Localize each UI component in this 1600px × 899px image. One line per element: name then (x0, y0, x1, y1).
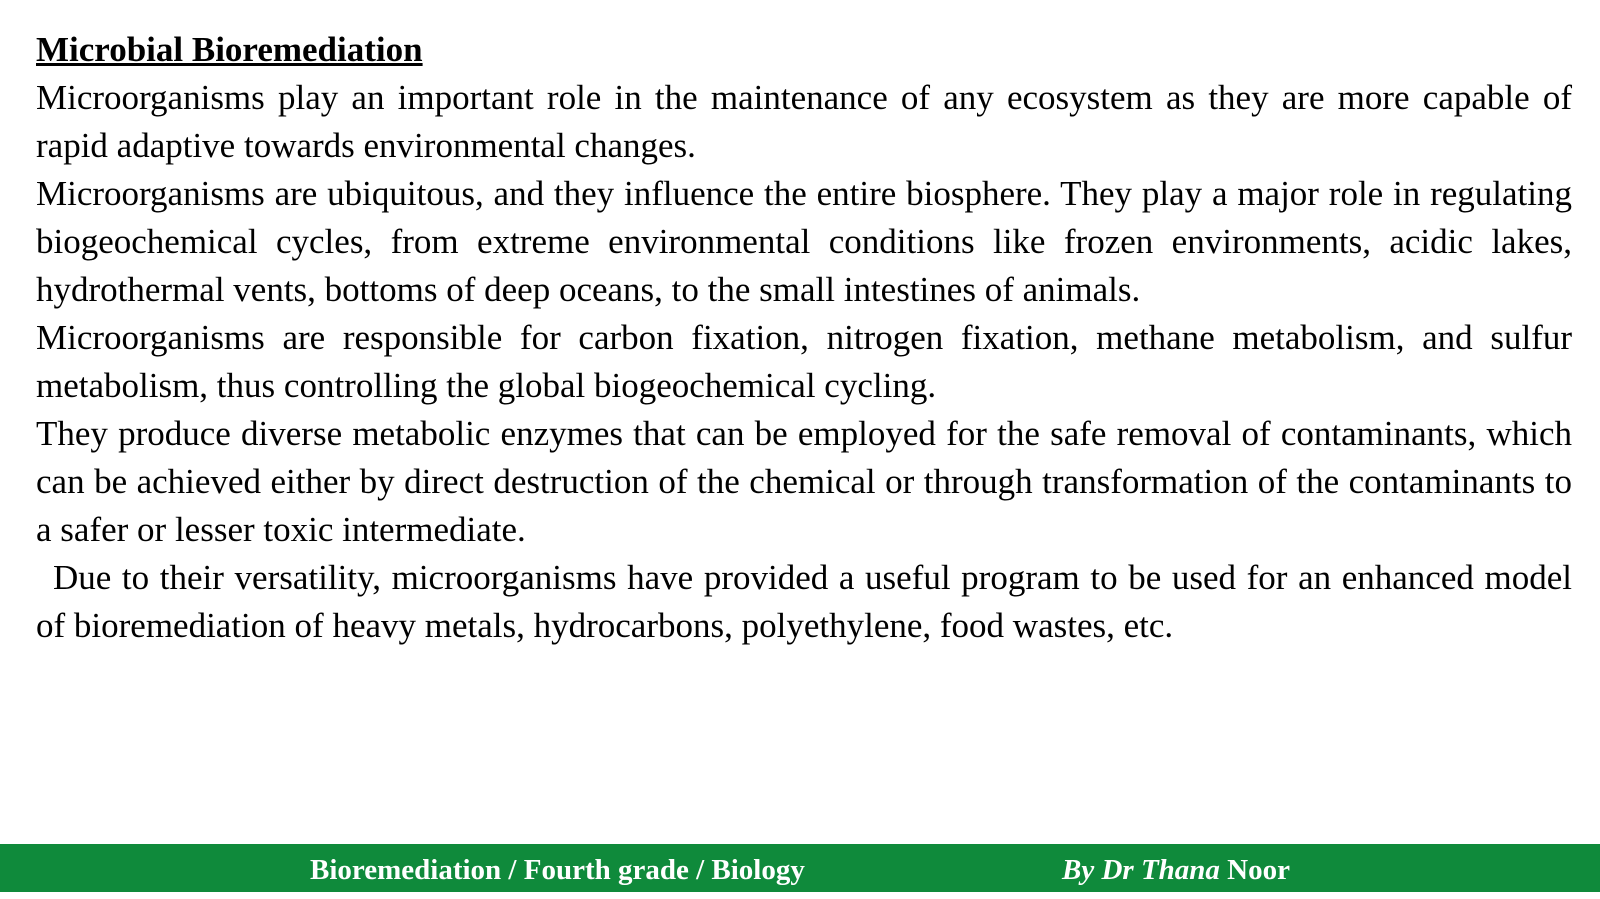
slide-title: Microbial Bioremediation (36, 30, 423, 69)
slide-content (36, 26, 1572, 650)
paragraph-enzymes: They produce diverse metabolic enzymes that can be employed for the safe removal of contaminants, which can be achieved either by direct destruction of the chemical or through transformation of the contaminants to a safer or lesser toxic intermediate. (36, 414, 1572, 549)
paragraph-ecosystem-role: Microorganisms play an important role in the maintenance of any ecosystem as they are more capable of rapid adaptive towards environmental changes. (36, 78, 1572, 165)
footer-author-suffix: Noor (1227, 854, 1290, 886)
paragraph-ubiquitous: Microorganisms are ubiquitous, and they influence the entire biosphere. They play a major role in regulating biogeochemical cycles, from extreme environmental conditions like frozen environments, acidic lakes, hydrothermal vents, bottoms of deep oceans, to the small intestines of animals. (36, 174, 1572, 309)
footer-author-prefix: By Dr Thana (1062, 854, 1220, 886)
paragraph-versatility: Due to their versatility, microorganisms have provided a useful program to be used for an enhanced model of bioremediation of heavy metals, hydrocarbons, polyethylene, food wastes, etc. (36, 558, 1572, 645)
paragraph-fixation: Microorganisms are responsible for carbon fixation, nitrogen fixation, methane metabolism, and sulfur metabolism, thus controlling the global biogeochemical cycling. (36, 318, 1572, 405)
footer-course-label: Bioremediation / Fourth grade / Biology (310, 854, 805, 886)
footer-author (1062, 844, 1290, 896)
footer-bar (0, 844, 1600, 892)
